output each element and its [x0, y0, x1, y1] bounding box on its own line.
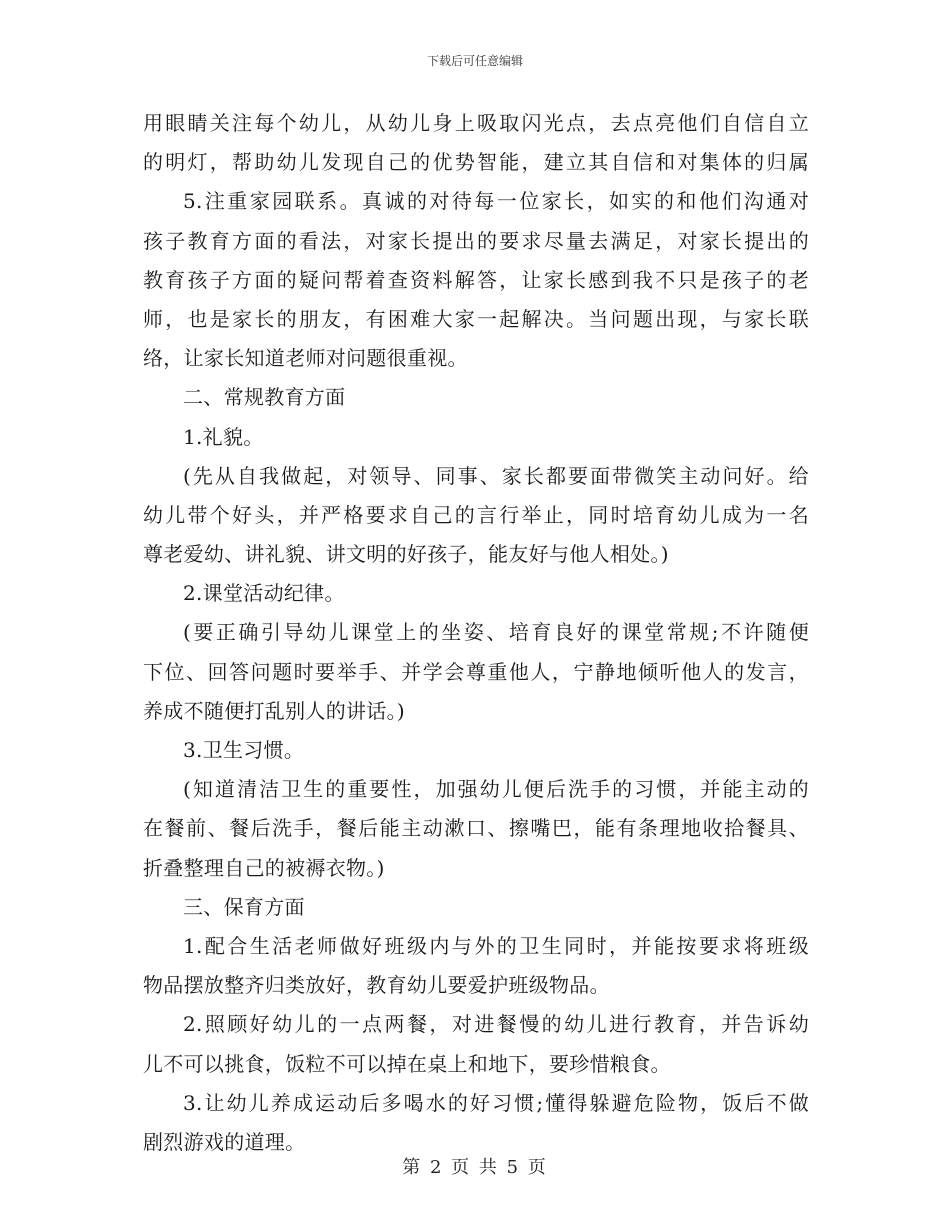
body-line: 物品摆放整齐归类放好，教育幼儿要爱护班级物品。: [143, 973, 610, 998]
section-heading: 二、常规教育方面: [183, 385, 346, 410]
subsection-heading: 1.礼貌。: [183, 424, 264, 449]
body-line: 用眼睛关注每个幼儿，从幼儿身上吸取闪光点，去点亮他们自信自立: [143, 111, 809, 135]
body-line: 下位、回答问题时要举手、并学会尊重他人，宁静地倾听他人的发言，: [143, 659, 809, 684]
page-number-footer: 第 2 页 共 5 页: [402, 1157, 548, 1178]
body-line: 在餐前、餐后洗手，餐后能主动漱口、擦嘴巴，能有条理地收拾餐具、: [143, 816, 809, 841]
subsection-heading: 2.课堂活动纪律。: [183, 581, 345, 606]
body-line: (要正确引导幼儿课堂上的坐姿、培育良好的课堂常规;不许随便: [183, 620, 809, 645]
body-line: 5.注重家园联系。真诚的对待每一位家长，如实的和他们沟通对: [183, 189, 809, 214]
body-line: 孩子教育方面的看法，对家长提出的要求尽量去满足，对家长提出的: [143, 228, 809, 253]
body-line: 剧烈游戏的道理。: [143, 1129, 306, 1154]
body-line: 折叠整理自己的被褥衣物。): [143, 855, 385, 880]
section-heading: 三、保育方面: [183, 894, 305, 919]
body-line: 教育孩子方面的疑问帮着查资料解答，让家长感到我不只是孩子的老: [143, 267, 809, 292]
body-line: 3.让幼儿养成运动后多喝水的好习惯;懂得躲避危险物，饭后不做: [183, 1090, 809, 1115]
page-header-note: 下载后可任意编辑: [426, 54, 523, 68]
body-line: 1.配合生活老师做好班级内与外的卫生同时，并能按要求将班级: [183, 933, 809, 958]
body-line: 儿不可以挑食，饭粒不可以掉在桌上和地下，要珍惜粮食。: [143, 1051, 671, 1076]
subsection-heading: 3.卫生习惯。: [183, 738, 305, 762]
body-line: 络，让家长知道老师对问题很重视。: [143, 346, 468, 371]
body-line: 的明灯，帮助幼儿发现自己的优势智能，建立其自信和对集体的归属: [143, 150, 809, 175]
body-line: 幼儿带个好头，并严格要求自己的言行举止，同时培育幼儿成为一名: [143, 502, 809, 527]
body-line: 2.照顾好幼儿的一点两餐，对进餐慢的幼儿进行教育，并告诉幼: [183, 1012, 809, 1037]
body-line: (知道清洁卫生的重要性，加强幼儿便后洗手的习惯，并能主动的: [183, 777, 809, 802]
body-line: 养成不随便打乱别人的讲话。): [143, 698, 406, 723]
document-body: [143, 104, 809, 1162]
body-line: (先从自我做起，对领导、同事、家长都要面带微笑主动问好。给: [183, 463, 809, 488]
body-line: 尊老爱幼、讲礼貌、讲文明的好孩子，能友好与他人相处。): [143, 542, 669, 567]
body-line: 师，也是家长的朋友，有困难大家一起解决。当问题出现，与家长联: [143, 306, 809, 331]
